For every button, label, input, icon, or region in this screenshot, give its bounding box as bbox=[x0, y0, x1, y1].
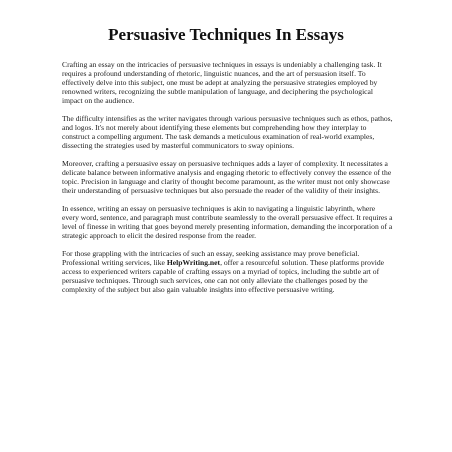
paragraph-5-text-before-link: For those grappling with the intricacies of such an essay, seeking assistance may prove beneficial. Professional writing services, like bbox=[62, 249, 360, 267]
paragraph-4: In essence, writing an essay on persuasive techniques is akin to navigating a linguistic labyrinth, where every word, sentence, and paragraph must contribute seamlessly to the overall persuasive effect. It requires a level of finesse in writing that goes beyond merely presenting information, demanding the incorporation of a strategic approach to elicit the desired response from the reader. bbox=[62, 204, 393, 240]
document-title: Persuasive Techniques In Essays bbox=[108, 25, 344, 44]
paragraph-3: Moreover, crafting a persuasive essay on persuasive techniques adds a layer of complexity. It necessitates a delicate balance between informative analysis and engaging rhetoric to effectively convey the essence of the topic. Precision in language and clarity of thought become paramount, as the writer must not only showcase their understanding of persuasive techniques but also persuade the reader of the validity of their insights. bbox=[62, 159, 392, 195]
paragraph-1: Crafting an essay on the intricacies of persuasive techniques in essays is undeniably a challenging task. It requires a profound understanding of rhetoric, linguistic nuances, and the art of persuasion itself. To effectively delve into this subject, one must be adept at analyzing the persuasive strategies employed by renowned writers, recognizing the subtle manipulation of language, and deciphering the psychological impact on the audience. bbox=[62, 60, 382, 105]
document-body bbox=[62, 60, 393, 294]
paragraph-5 bbox=[62, 249, 393, 294]
paragraph-2: The difficulty intensifies as the writer navigates through various persuasive techniques such as ethos, pathos, and logos. It's not merely about identifying these elements but comprehending how they interplay to construct a compelling argument. The task demands a meticulous examination of real-world examples, dissecting the strategies used by masterful communicators to sway opinions. bbox=[62, 114, 393, 150]
paragraph-5-text-after-link: , offer a resourceful solution. These platforms provide access to experienced writers capable of crafting essays on a myriad of topics, including the subtle art of persuasive techniques. Through such services, one can not only alleviate the challenges posed by the complexity of the subject but also gain valuable insights into effective persuasive writing. bbox=[62, 258, 385, 294]
helpwriting-link[interactable]: HelpWriting.net bbox=[166, 258, 221, 267]
